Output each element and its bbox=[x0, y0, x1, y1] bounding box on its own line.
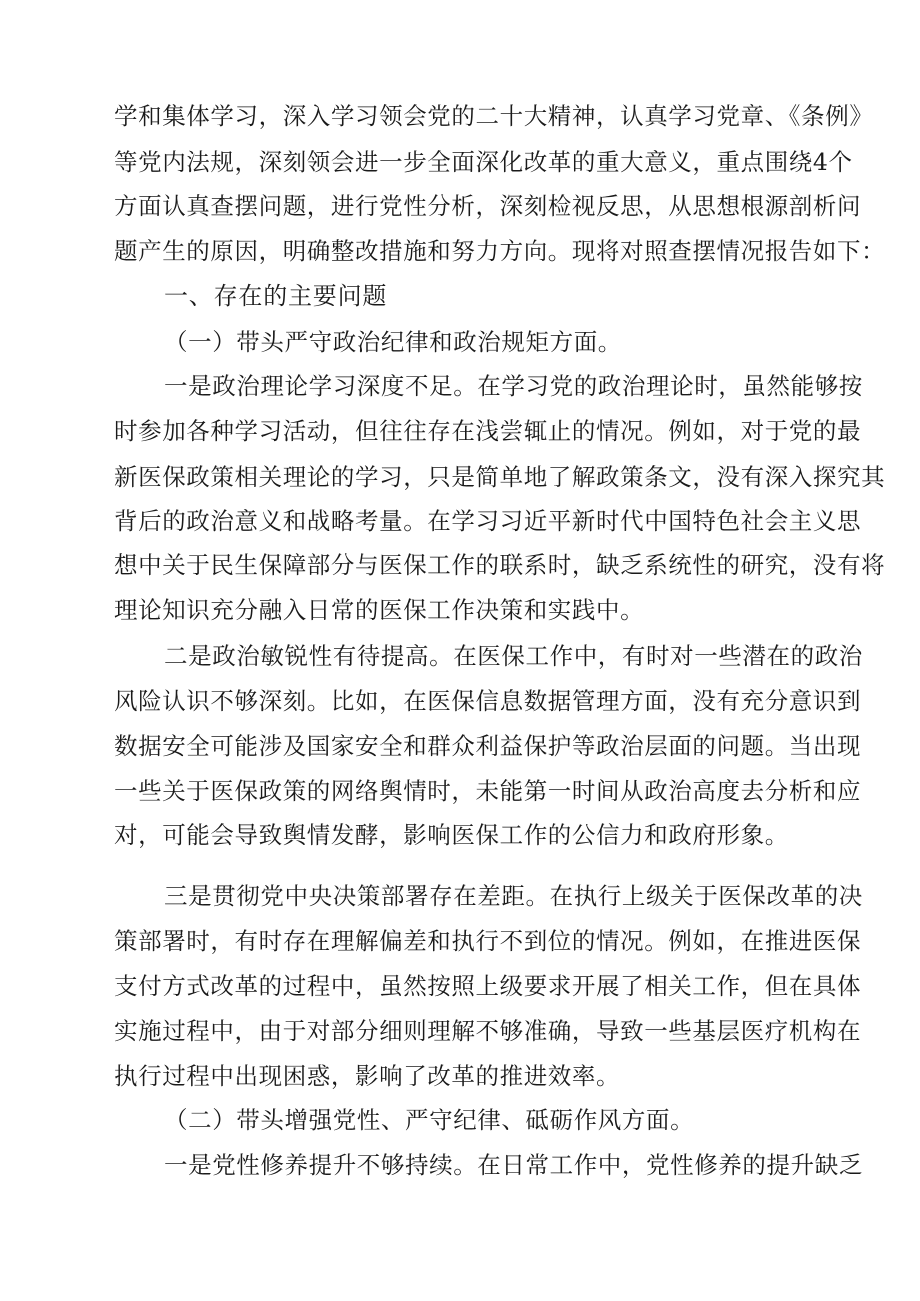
text-line: 实施过程中，由于对部分细则理解不够准确，导致一些基层医疗机构在 bbox=[114, 1017, 862, 1045]
text-line: 等党内法规，深刻领会进一步全面深化改革的重大意义，重点围绕4个 bbox=[114, 148, 853, 176]
text-line: 支付方式改革的过程中，虽然按照上级要求开展了相关工作，但在具体 bbox=[114, 972, 862, 1000]
text-line: 一是政治理论学习深度不足。在学习党的政治理论时，虽然能够按 bbox=[164, 372, 863, 400]
text-line: 风险认识不够深刻。比如，在医保信息数据管理方面，没有充分意识到 bbox=[114, 687, 862, 715]
text-line: 方面认真查摆问题，进行党性分析，深刻检视反思，从思想根源剖析问 bbox=[114, 192, 862, 220]
subsection-heading: （一）带头严守政治纪律和政治规矩方面。 bbox=[164, 328, 622, 356]
text-line: 学和集体学习，深入学习领会党的二十大精神，认真学习党章、《条例》 bbox=[114, 102, 874, 130]
text-line: 题产生的原因，明确整改措施和努力方向。现将对照查摆情况报告如下： bbox=[114, 237, 886, 265]
text-line: 二是政治敏锐性有待提高。在医保工作中，有时对一些潜在的政治 bbox=[164, 642, 863, 670]
subsection-heading: （二）带头增强党性、严守纪律、砥砺作风方面。 bbox=[164, 1106, 695, 1134]
text-line: 策部署时，有时存在理解偏差和执行不到位的情况。例如，在推进医保 bbox=[114, 927, 862, 955]
text-line: 时参加各种学习活动，但往往存在浅尝辄止的情况。例如，对于党的最 bbox=[114, 417, 862, 445]
text-line: 一些关于医保政策的网络舆情时，未能第一时间从政治高度去分析和应 bbox=[114, 777, 862, 805]
text-line: 对，可能会导致舆情发酵，影响医保工作的公信力和政府形象。 bbox=[114, 821, 789, 849]
text-line: 理论知识充分融入日常的医保工作决策和实践中。 bbox=[114, 596, 645, 624]
text-line: 一是党性修养提升不够持续。在日常工作中，党性修养的提升缺乏 bbox=[164, 1151, 863, 1179]
text-line: 想中关于民生保障部分与医保工作的联系时，缺乏系统性的研究，没有将 bbox=[114, 551, 886, 579]
text-line: 背后的政治意义和战略考量。在学习习近平新时代中国特色社会主义思 bbox=[114, 507, 862, 535]
text-line: 新医保政策相关理论的学习，只是简单地了解政策条文，没有深入探究其 bbox=[114, 463, 886, 491]
text-line: 执行过程中出现困惑，影响了改革的推进效率。 bbox=[114, 1062, 621, 1090]
text-line: 三是贯彻党中央决策部署存在差距。在执行上级关于医保改革的决 bbox=[164, 882, 863, 910]
section-heading: 一、存在的主要问题 bbox=[164, 282, 388, 310]
text-line: 数据安全可能涉及国家安全和群众利益保护等政治层面的问题。当出现 bbox=[114, 732, 862, 760]
